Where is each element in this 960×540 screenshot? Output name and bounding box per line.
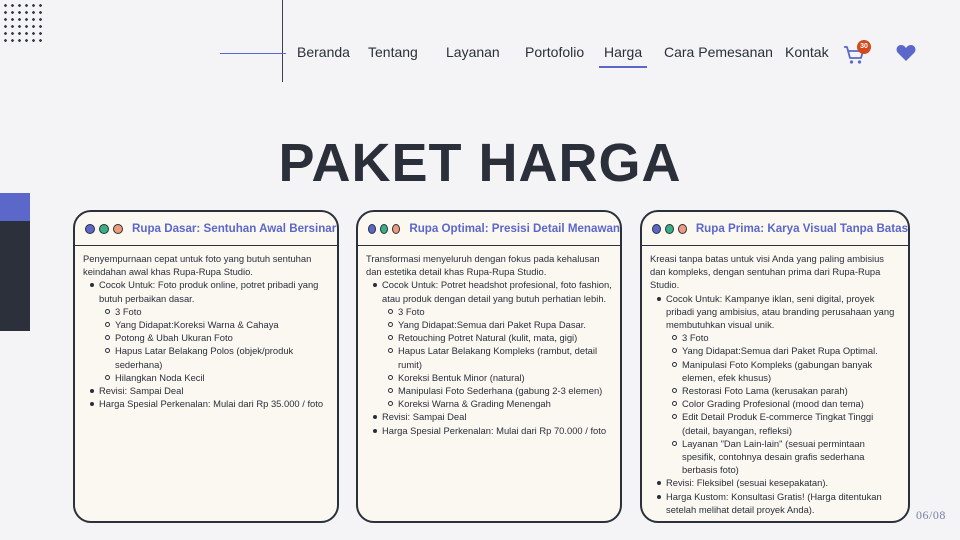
list-item: Koreksi Bentuk Minor (natural): [382, 371, 612, 384]
price-card-prima: [640, 210, 910, 523]
sub-feature-list: [99, 305, 329, 384]
list-item: Manipulasi Foto Sederhana (gabung 2-3 elemen): [382, 384, 612, 397]
card-header: [75, 212, 337, 246]
card-header: [358, 212, 620, 246]
card-intro: Penyempurnaan cepat untuk foto yang butuh sentuhan keindahan awal khas Rupa-Rupa Studio.: [83, 253, 312, 278]
list-item: Restorasi Foto Lama (kerusakan parah): [666, 384, 900, 397]
list-item: Potong & Ubah Ukuran Foto: [99, 331, 329, 344]
card-header: [642, 212, 908, 246]
harga-item: Harga Spesial Perkenalan: Mulai dari Rp 35.000 / foto: [83, 397, 329, 410]
list-item: 3 Foto: [99, 305, 329, 318]
nav-harga[interactable]: Harga: [604, 44, 643, 60]
list-item: Manipulasi Foto Kompleks (gabungan banyak elemen, efek khusus): [666, 358, 900, 384]
nav-beranda[interactable]: Beranda: [297, 44, 350, 60]
card-title: Rupa Optimal: Presisi Detail Menawan: [409, 222, 621, 235]
price-card-dasar: [73, 210, 339, 523]
nav-tentang[interactable]: Tentang: [368, 44, 418, 60]
window-dot-orange-icon: [678, 224, 687, 234]
window-dot-orange-icon: [392, 224, 400, 234]
card-body: [642, 246, 908, 516]
feature-list: [366, 278, 612, 436]
nav-portofolio[interactable]: Portofolio: [525, 44, 585, 60]
window-dot-orange-icon: [113, 224, 123, 234]
window-dot-green-icon: [99, 224, 109, 234]
list-item: Koreksi Warna & Grading Menengah: [382, 397, 612, 410]
vertical-divider: [282, 0, 283, 82]
revisi-item: Revisi: Fleksibel (sesuai kesepakatan).: [650, 476, 900, 489]
list-item: Yang Didapat:Semua dari Paket Rupa Dasar.: [382, 318, 612, 331]
dot-grid-decoration: [0, 0, 46, 46]
window-dot-green-icon: [665, 224, 674, 234]
card-title: Rupa Dasar: Sentuhan Awal Bersinar: [132, 222, 337, 235]
list-item: Edit Detail Produk E-commerce Tingkat Tinggi (detail, bayangan, refleksi): [666, 410, 900, 436]
nav-accent-line: [220, 53, 286, 54]
list-item: Yang Didapat:Koreksi Warna & Cahaya: [99, 318, 329, 331]
heart-icon[interactable]: [896, 44, 916, 62]
feature-list: [83, 278, 329, 410]
nav-layanan[interactable]: Layanan: [446, 44, 500, 60]
cocok-untuk: Cocok Untuk: Kampanye iklan, seni digital, proyek pribadi yang ambisius, atau branding perusahaan yang membutuhkan visual unik.: [666, 292, 895, 331]
card-intro: Transformasi menyeluruh dengan fokus pada kehalusan dan estetika detail khas Rupa-Rupa Studio.: [366, 253, 600, 278]
list-item: [83, 278, 329, 384]
sub-feature-list: [382, 305, 612, 411]
card-body: [75, 246, 337, 410]
revisi-item: Revisi: Sampai Deal: [366, 410, 612, 423]
list-item: [650, 292, 900, 477]
side-accent-dark: [0, 221, 30, 331]
list-item: Yang Didapat:Semua dari Paket Rupa Optimal.: [666, 344, 900, 357]
cocok-untuk: Cocok Untuk: Foto produk online, potret pribadi yang butuh perbaikan dasar.: [99, 279, 319, 304]
page-title: PAKET HARGA: [278, 133, 682, 193]
side-accent-blue: [0, 193, 30, 221]
card-title: Rupa Prima: Karya Visual Tanpa Batas: [695, 222, 909, 235]
list-item: Color Grading Profesional (mood dan tema): [666, 397, 900, 410]
list-item: 3 Foto: [382, 305, 612, 318]
list-item: Hapus Latar Belakang Kompleks (rambut, detail rumit): [382, 344, 612, 370]
harga-item: Harga Kustom: Konsultasi Gratis! (Harga ditentukan setelah melihat detail proyek Anda).: [650, 490, 900, 516]
window-dot-green-icon: [380, 224, 388, 234]
list-item: Retouching Potret Natural (kulit, mata, gigi): [382, 331, 612, 344]
list-item: 3 Foto: [666, 331, 900, 344]
revisi-item: Revisi: Sampai Deal: [83, 384, 329, 397]
price-card-optimal: [356, 210, 622, 523]
list-item: Hilangkan Noda Kecil: [99, 371, 329, 384]
card-intro: Kreasi tanpa batas untuk visi Anda yang paling ambisius dan kompleks, dengan sentuhan prima dari Rupa-Rupa Studio.: [650, 253, 884, 291]
list-item: Layanan "Dan Lain-lain" (sesuai permintaan spesifik, contohnya desain grafis sederhana berbasis foto): [666, 437, 900, 477]
cart-count-badge: 30: [857, 40, 871, 54]
window-dot-blue-icon: [368, 224, 376, 234]
list-item: [366, 278, 612, 410]
page-number: 06/08: [916, 508, 946, 522]
nav-cara-pemesanan[interactable]: Cara Pemesanan: [664, 44, 773, 60]
harga-item: Harga Spesial Perkenalan: Mulai dari Rp 70.000 / foto: [366, 424, 612, 437]
sub-feature-list: [666, 331, 900, 476]
window-dot-blue-icon: [652, 224, 661, 234]
feature-list: [650, 292, 900, 516]
nav-kontak[interactable]: Kontak: [785, 44, 829, 60]
list-item: Hapus Latar Belakang Polos (objek/produk sederhana): [99, 344, 329, 370]
cocok-untuk: Cocok Untuk: Potret headshot profesional, foto fashion, atau produk dengan detail yang butuh perhatian lebih.: [382, 279, 612, 304]
window-dot-blue-icon: [85, 224, 95, 234]
card-body: [358, 246, 620, 437]
